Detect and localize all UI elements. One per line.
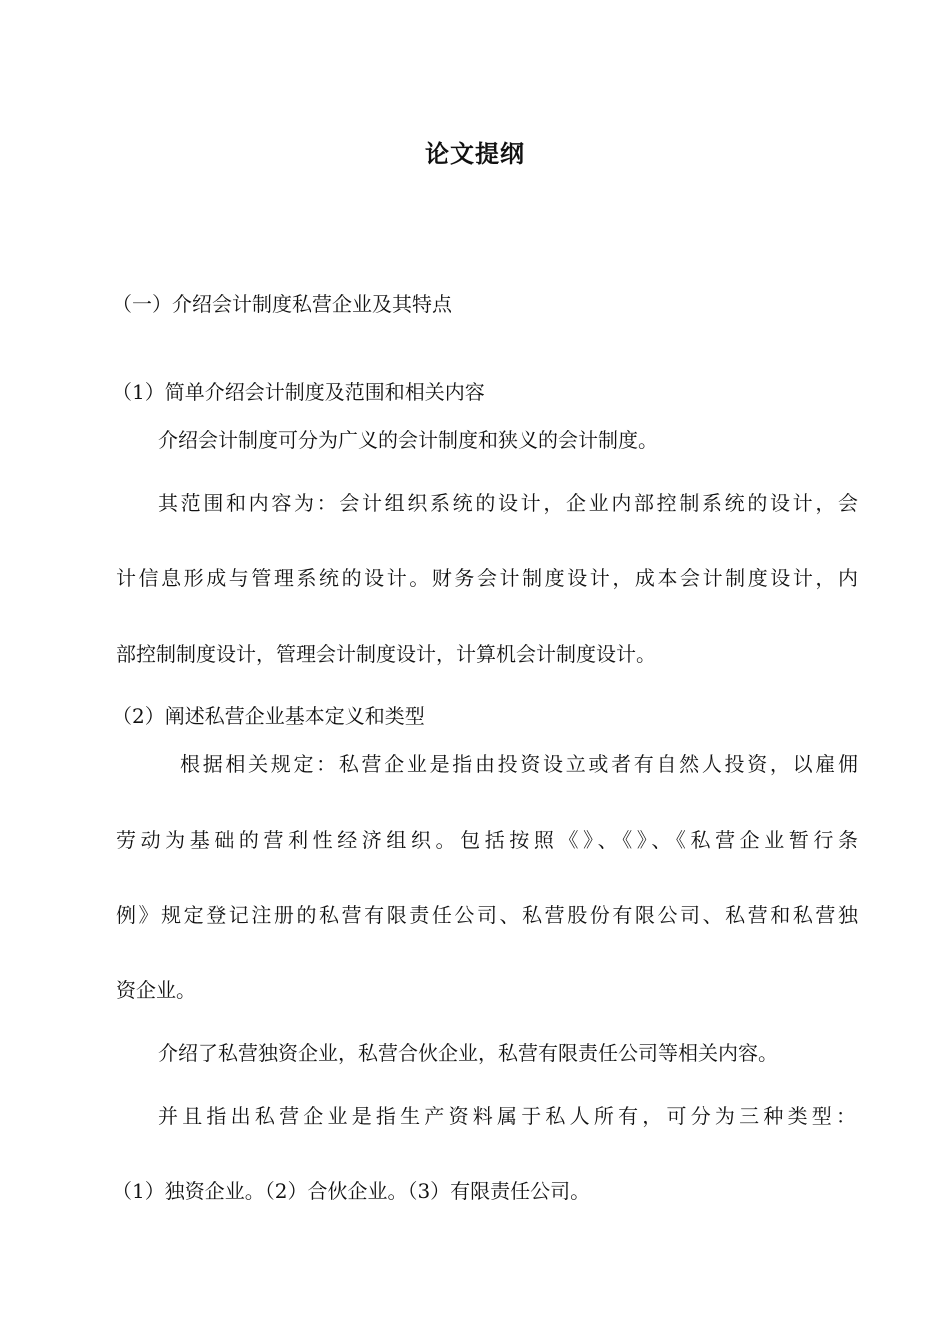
subsection-heading-1: （1）简单介绍会计制度及范围和相关内容 [112,380,485,404]
paragraph-2-line-3: 部控制制度设计，管理会计制度设计，计算机会计制度设计。 [116,642,656,666]
paragraph-2-line-2: 计信息形成与管理系统的设计。财务会计制度设计，成本会计制度设计，内 [116,566,858,590]
paragraph-3-line-3: 例》规定登记注册的私营有限责任公司、私营股份有限公司、私营和私营独 [116,903,858,927]
paragraph-3-line-1: 根据相关规定：私营企业是指由投资设立或者有自然人投资，以雇佣 [180,752,858,776]
paragraph-5: 并且指出私营企业是指生产资料属于私人所有，可分为三种类型： [158,1104,856,1128]
document-title: 论文提纲 [425,140,525,168]
subsection-heading-2: （2）阐述私营企业基本定义和类型 [112,704,425,728]
section-heading: （一）介绍会计制度私营企业及其特点 [112,292,452,316]
paragraph-1: 介绍会计制度可分为广义的会计制度和狭义的会计制度。 [158,428,658,452]
paragraph-3-line-2: 劳动为基础的营利性经济组织。包括按照《》、《》、《私营企业暂行条 [116,828,858,852]
paragraph-6: （1）独资企业。（2）合伙企业。（3）有限责任公司。 [112,1179,591,1203]
paragraph-4: 介绍了私营独资企业，私营合伙企业，私营有限责任公司等相关内容。 [158,1041,778,1065]
paragraph-2-line-1: 其范围和内容为：会计组织系统的设计，企业内部控制系统的设计，会 [158,491,858,515]
paragraph-3-line-4: 资企业。 [116,978,196,1002]
